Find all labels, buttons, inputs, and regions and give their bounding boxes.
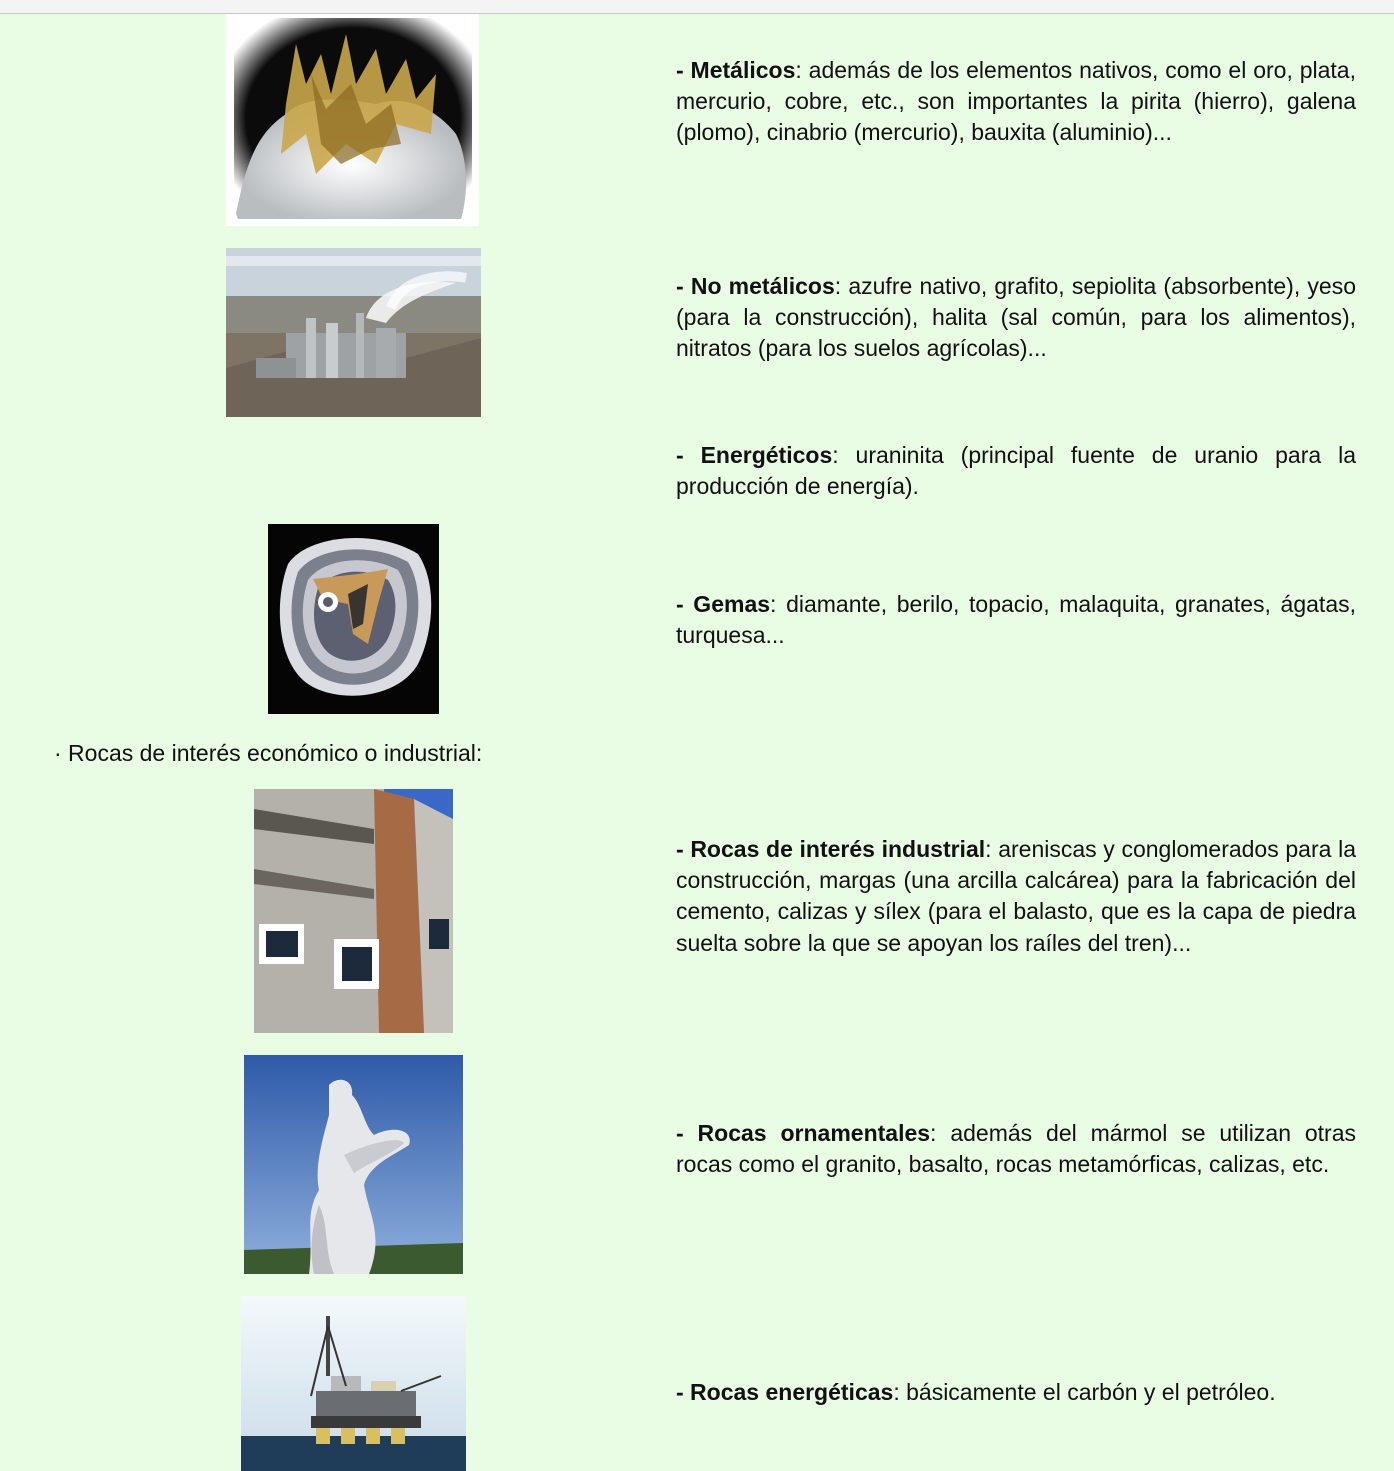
entry-term: - Gemas [676,591,771,617]
minerals-item-energeticos [676,440,1356,502]
rocks-item-energeticas [676,1377,1356,1408]
rocks-section-heading: · Rocas de interés económico o industrial: [54,740,483,766]
entry-text: : areniscas y conglomerados para la construcción, margas (una arcilla calcárea) para la fabricación del cemento, calizas y sílex (para el balasto, que es la capa de piedra suelta sobre la que se apoyan los raíles del tren)... [676,836,1356,956]
entry-term: - Metálicos [676,57,796,83]
entry-text: : además del mármol se utilizan otras rocas como el granito, basalto, rocas metamórficas, calizas, etc. [676,1120,1357,1178]
entry-text: : uraninita (principal fuente de uranio para la producción de energía). [676,442,1356,500]
entry-text: : azufre nativo, grafito, sepiolita (absorbente), yeso (para la construcción), halita (sal común, para los alimentos), nitratos (para los suelos agrícolas)... [676,273,1356,362]
entry-term: - Rocas ornamentales [676,1120,931,1146]
gold-quartz-image [226,14,479,226]
rocks-item-industrial [676,834,1356,959]
building-image [254,789,453,1033]
entry-term: - Rocas energéticas [676,1379,894,1405]
sculpture-image [244,1055,463,1274]
entry-term: - Rocas de interés industrial [676,836,986,862]
entry-text: : básicamente el carbón y el petróleo. [893,1379,1276,1405]
minerals-item-gemas [676,589,1356,651]
oil-platform-image [241,1296,466,1471]
agate-image [268,524,439,714]
minerals-item-no-metalicos [676,271,1356,365]
entry-text: : diamante, berilo, topacio, malaquita, granates, ágatas, turquesa... [676,591,1356,649]
entry-text: : además de los elementos nativos, como el oro, plata, mercurio, cobre, etc., son importantes la pirita (hierro), galena (plomo), cinabrio (mercurio), bauxita (aluminio)... [676,57,1356,146]
factory-image [226,248,481,417]
rocks-item-ornamentales [676,1118,1356,1180]
entry-term: - No metálicos [676,273,835,299]
entry-term: - Energéticos [676,442,833,468]
browser-top-edge [0,0,1394,14]
minerals-item-metalicos [676,55,1356,149]
